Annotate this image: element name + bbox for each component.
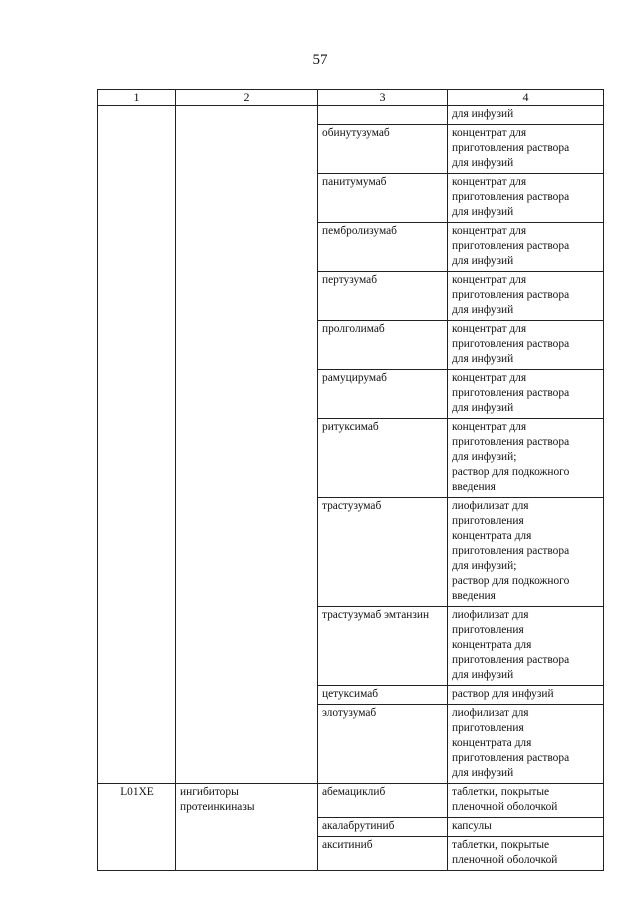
dosage-form-cell: концентрат для приготовления раствора для инфузий	[448, 321, 604, 370]
column-header-4: 4	[448, 90, 604, 106]
dosage-form-cell: лиофилизат для приготовления концентрата для приготовления раствора для инфузий	[448, 607, 604, 686]
table-row	[98, 784, 604, 818]
column-header-2: 2	[176, 90, 318, 106]
drug-name-cell: акситиниб	[318, 837, 448, 871]
dosage-form-cell: концентрат для приготовления раствора для инфузий	[448, 125, 604, 174]
group-name-cell: ингибиторы протеинкиназы	[176, 784, 318, 871]
drug-name-cell: трастузумаб эмтанзин	[318, 607, 448, 686]
drug-name-cell: акалабрутиниб	[318, 818, 448, 837]
drug-name-cell: пролголимаб	[318, 321, 448, 370]
drug-name-cell: ритуксимаб	[318, 419, 448, 498]
drug-name-cell: панитумумаб	[318, 174, 448, 223]
drug-name-cell: пертузумаб	[318, 272, 448, 321]
dosage-form-cell: концентрат для приготовления раствора для инфузий	[448, 174, 604, 223]
drug-name-cell: пембролизумаб	[318, 223, 448, 272]
drug-table	[97, 89, 604, 871]
code-cell	[98, 106, 176, 784]
drug-name-cell: трастузумаб	[318, 498, 448, 607]
atc-code-cell: L01XE	[98, 784, 176, 871]
drug-name-cell: элотузумаб	[318, 705, 448, 784]
dosage-form-cell: раствор для инфузий	[448, 686, 604, 705]
drug-name-cell: абемациклиб	[318, 784, 448, 818]
column-header-1: 1	[98, 90, 176, 106]
table-row	[98, 106, 604, 125]
column-header-3: 3	[318, 90, 448, 106]
group-cell	[176, 106, 318, 784]
dosage-form-cell: капсулы	[448, 818, 604, 837]
drug-name-cell: рамуцирумаб	[318, 370, 448, 419]
drug-name-cell: цетуксимаб	[318, 686, 448, 705]
dosage-form-cell: концентрат для приготовления раствора для инфузий	[448, 272, 604, 321]
drug-name-cell: обинутузумаб	[318, 125, 448, 174]
dosage-form-cell: таблетки, покрытые пленочной оболочкой	[448, 784, 604, 818]
dosage-form-cell: концентрат для приготовления раствора для инфузий	[448, 223, 604, 272]
page-number: 57	[312, 52, 328, 68]
dosage-form-cell: лиофилизат для приготовления концентрата для приготовления раствора для инфузий	[448, 705, 604, 784]
dosage-form-cell: концентрат для приготовления раствора для инфузий	[448, 370, 604, 419]
table-header-row	[98, 90, 604, 106]
dosage-form-cell: для инфузий	[448, 106, 604, 125]
dosage-form-cell: таблетки, покрытые пленочной оболочкой	[448, 837, 604, 871]
drug-name-cell	[318, 106, 448, 125]
dosage-form-cell: концентрат для приготовления раствора для инфузий; раствор для подкожного введения	[448, 419, 604, 498]
dosage-form-cell: лиофилизат для приготовления концентрата для приготовления раствора для инфузий; раствор для подкожного введения	[448, 498, 604, 607]
